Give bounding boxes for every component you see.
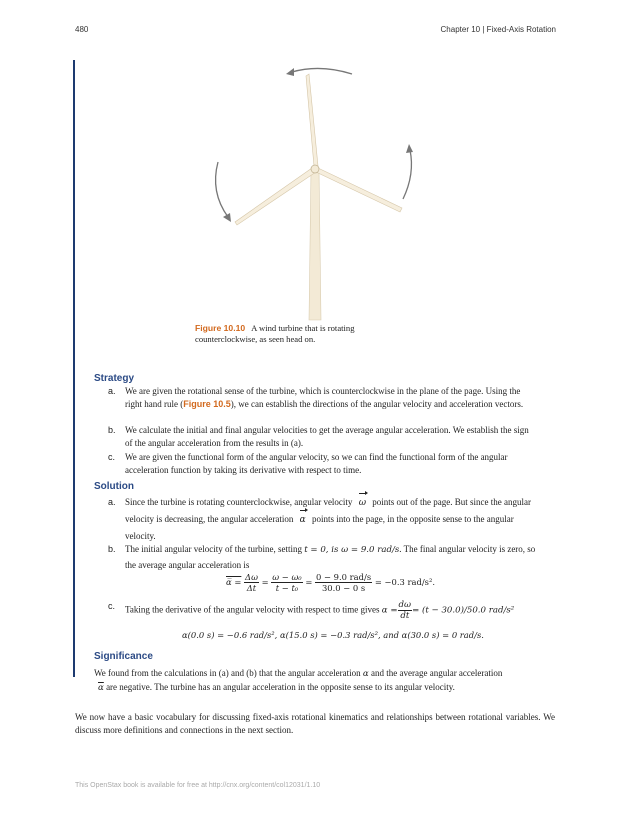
turbine-tower [309, 170, 321, 320]
list-marker: b. [108, 544, 116, 554]
list-marker: b. [108, 425, 116, 435]
list-marker: a. [108, 386, 116, 396]
solution-item-a: a. Since the turbine is rotating counterclockwise, angular velocity ω points out of the page. But since the angular velocity is decreasing, the angular acceleration α points into the page, in the opposite sense to the angular velocity. [108, 494, 538, 544]
solution-heading: Solution [94, 481, 134, 492]
footer-text: This OpenStax book is available for free at http://cnx.org/content/col12031/1.10 [75, 782, 321, 789]
strategy-item-c: c. We are given the functional form of the angular velocity, so we can find the functional form of the angular acceleration function by taking its derivative with respect to time. [108, 452, 508, 475]
closing-paragraph: We now have a basic vocabulary for discussing fixed-axis rotational kinematics and relationships between rotational variables. We discuss more definitions and connections in the next section. [75, 712, 555, 735]
wind-turbine-figure [190, 62, 440, 322]
example-sidebar-rule [73, 60, 75, 677]
average-acceleration-equation: α̅ = $\frac{\Delta\omega}{\Delta t}$ = $\frac{\text{ω − ω₀}}{\text{t − t₀}}$ = $\frac{\text{0 − 9.0 rad/s}}{30.0 - 0 s}$ = −0.3 rad/s². [226, 572, 436, 593]
turbine-blade-top [306, 74, 318, 166]
list-marker: c. [108, 601, 116, 611]
figure-caption-text: A wind turbine that is rotating counterclockwise, as seen head on. [195, 323, 355, 344]
figure-caption [195, 323, 395, 345]
turbine-blade-left [235, 168, 316, 225]
omega-vector: ω [359, 495, 366, 511]
significance-heading: Significance [94, 651, 153, 662]
strategy-heading: Strategy [94, 373, 135, 384]
page-number: 480 [75, 25, 89, 34]
list-marker: a. [108, 497, 116, 507]
list-marker: c. [108, 452, 116, 462]
rotation-arrow-right [403, 150, 411, 199]
strategy-item-a: a. We are given the rotational sense of the turbine, which is counterclockwise in the plane of the page. Using the right hand rule (Figure 10.5), we can establish the directions of the angular velocity and acceleration vectors. [108, 386, 524, 409]
figure-label: Figure 10.10 [195, 323, 246, 333]
alpha-vector: α [300, 512, 306, 528]
solution-item-b: b. The initial angular velocity of the turbine, setting t = 0, is ω = 9.0 rad/s. The final angular velocity is zero, so the average angular acceleration is [108, 544, 536, 570]
strategy-item-b: b. We calculate the initial and final angular velocities to get the average angular acceleration. We establish the sign of the angular acceleration from the results in (a). [108, 425, 529, 448]
chapter-title: Chapter 10 | Fixed-Axis Rotation [440, 25, 556, 34]
figure-link[interactable]: Figure 10.5 [183, 399, 231, 409]
acceleration-values-equation: α(0.0 s) = −0.6 rad/s², α(15.0 s) = −0.3 rad/s², and α(30.0 s) = 0 rad/s. [182, 630, 484, 640]
significance-text: We found from the calculations in (a) and (b) that the angular acceleration α and the average angular acceleration $\overline{\alpha}$ are negative. The turbine has an angular acceleration in the opposite sense to its angular velocity. [94, 668, 503, 693]
turbine-hub [311, 165, 319, 173]
rotation-arrow-top [292, 68, 352, 74]
solution-item-c: c. Taking the derivative of the angular velocity with respect to time gives α = $\frac{d\omega}{dt}$ = (t − 30.0)/50.0 rad/s² [108, 600, 515, 621]
rotation-arrow-left [216, 162, 228, 217]
turbine-blade-right [316, 168, 402, 212]
